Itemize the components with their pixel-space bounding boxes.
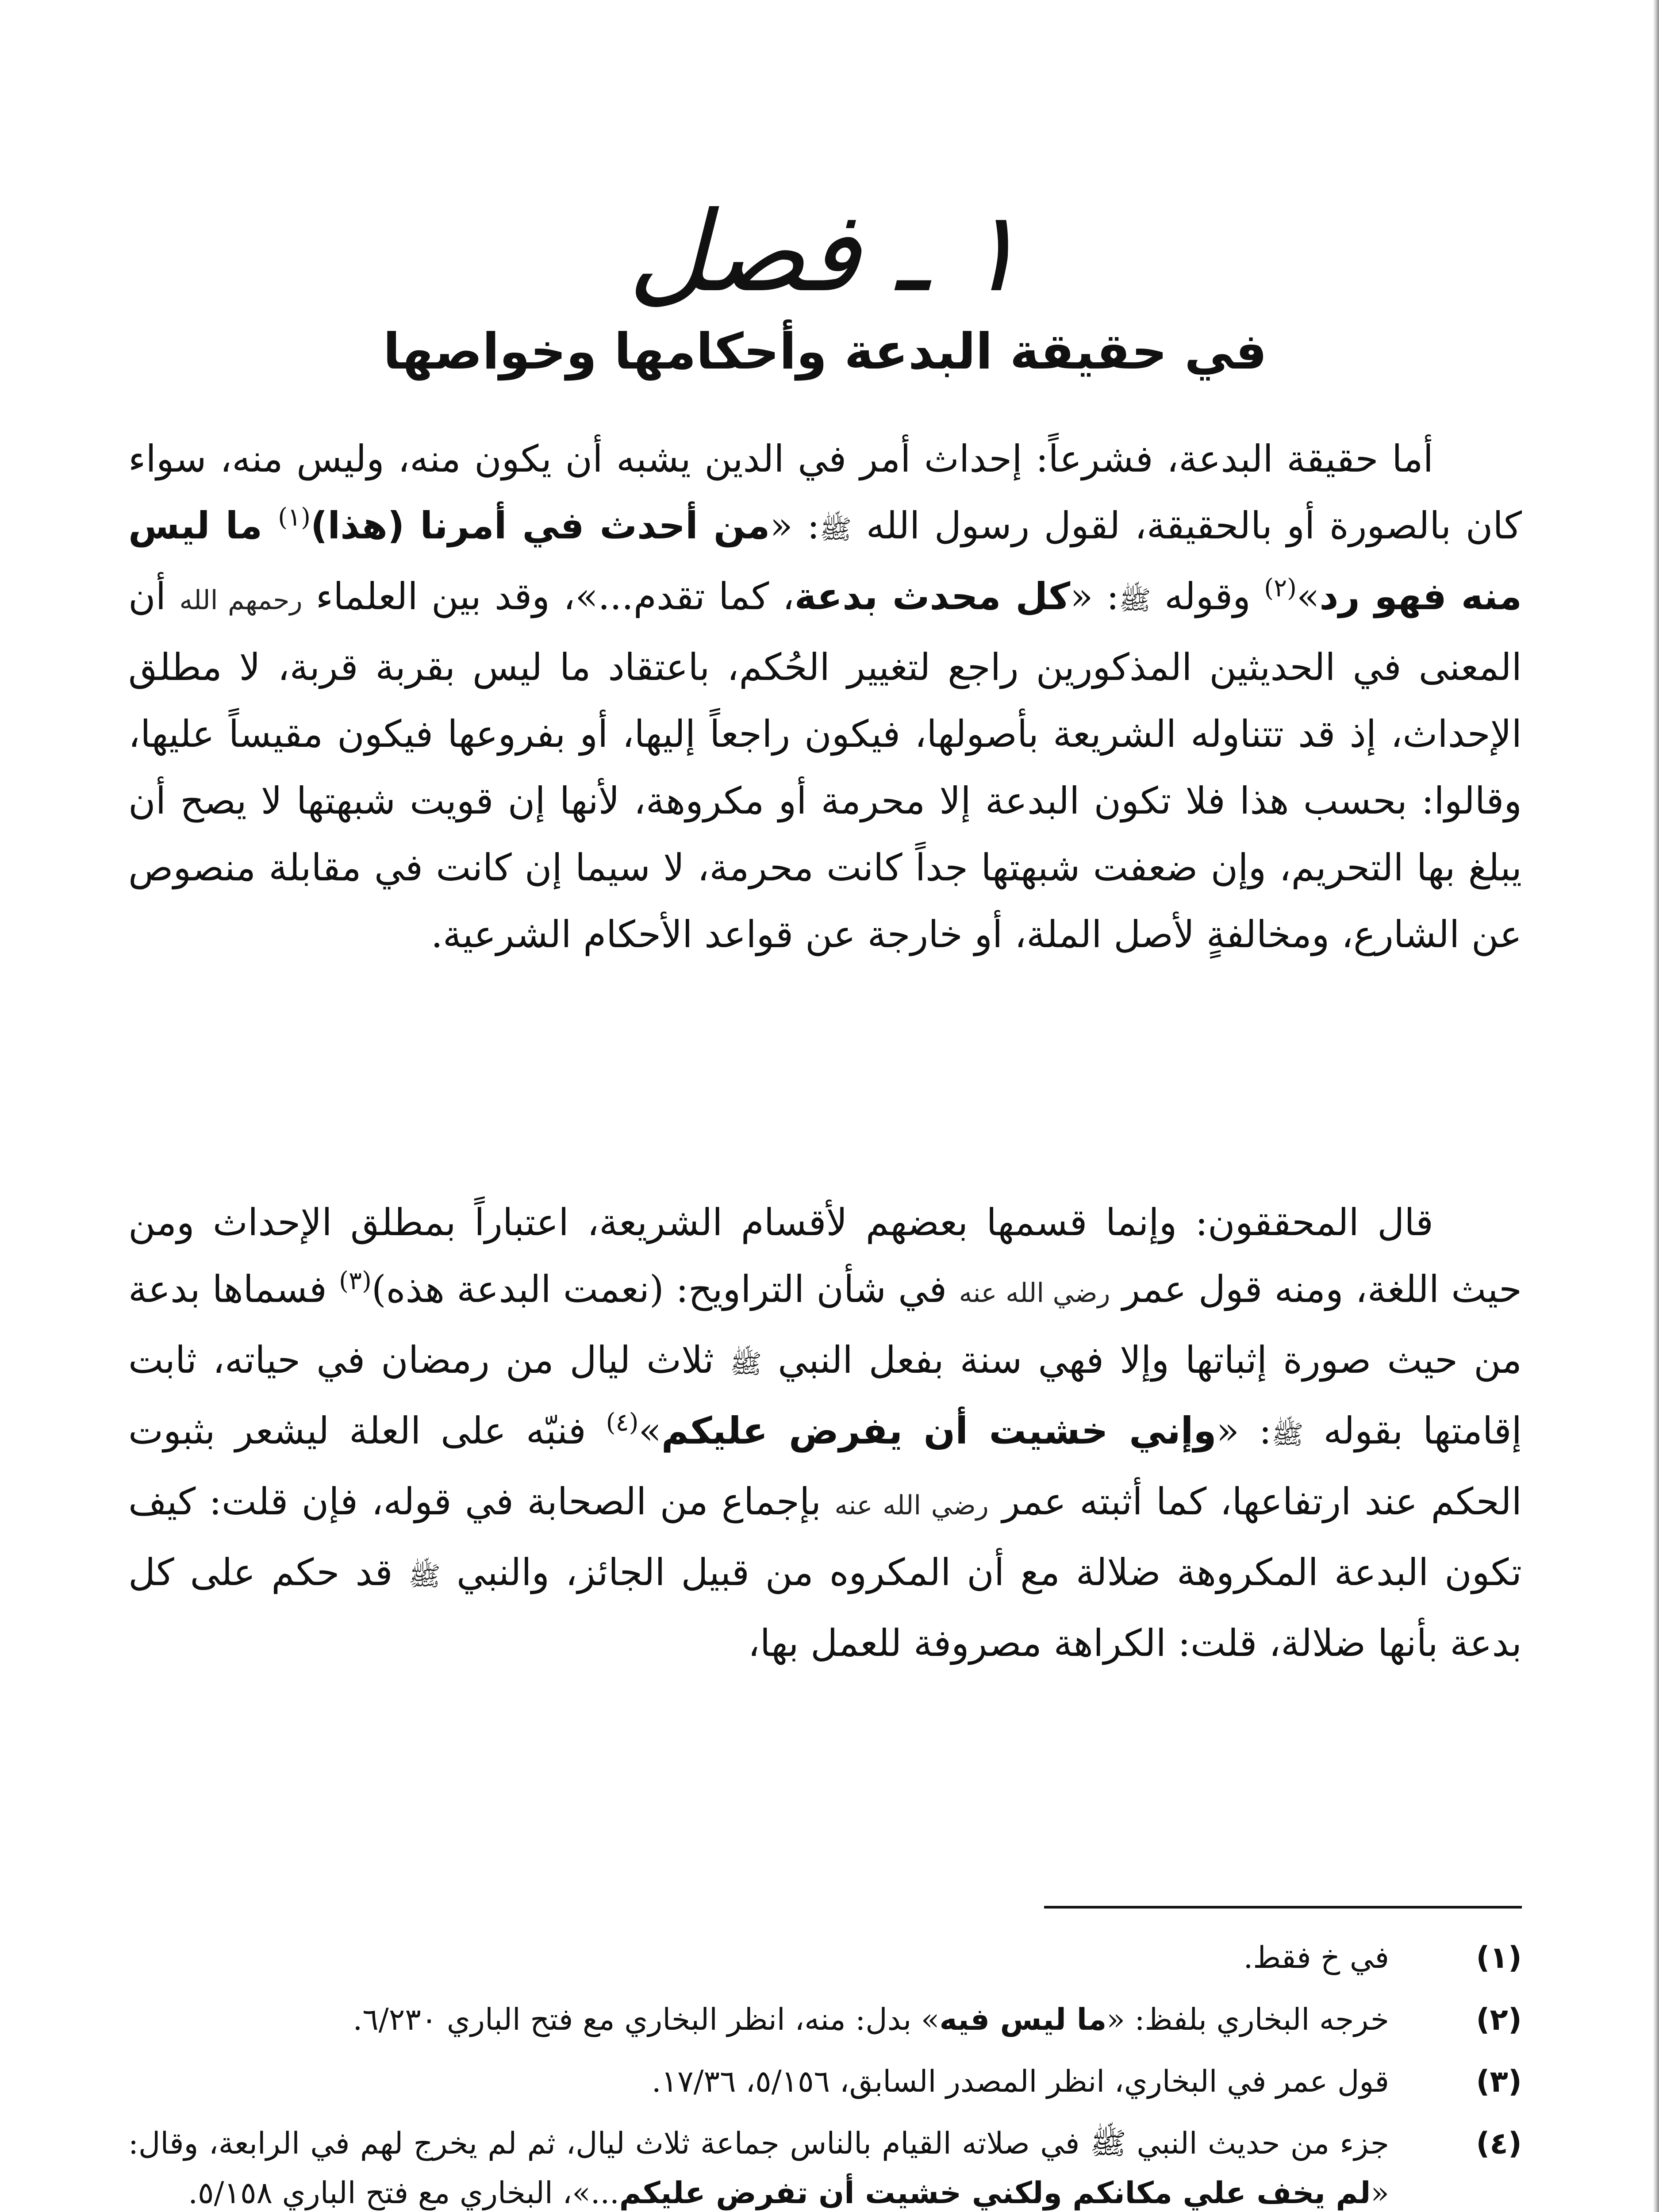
honorific-glyph: ﷺ (819, 514, 852, 545)
honorific-glyph: رضي الله عنه (834, 1490, 989, 1521)
hadith-quote: من أحدث في أمرنا (هذا) (310, 504, 770, 547)
paragraph-1 (128, 426, 1522, 968)
footnote-1 (128, 1933, 1522, 1983)
chapter-heading: ١ ـ فصل (627, 188, 1023, 316)
honorific-glyph: رحمهم الله (179, 585, 303, 616)
paragraph-1-text: أن المعنى في الحديثين المذكورين راجع لتغيير الحُكم، باعتقاد ما ليس بقربة قربة، لا مطلق الإحداث، إذ قد تتناوله الشريعة بأصولها، فيكون راجعاً إليها، أو بفروعها فيكون مقيساً عليها، وقالوا: بحسب هذا فلا تكون البدعة إلا محرمة أو مكروهة، لأنها إن قويت شبهتها لا يصح أن يبلغ بها التحريم، وإن ضعفت شبهتها جداً كانت محرمة، لا سيما إن كانت في مقابلة منصوص عن الشارع، ومخالفةٍ لأصل الملة، أو خارجة عن قواعد الأحكام الشرعية. (128, 575, 1522, 956)
paragraph-1-text: : « (770, 504, 820, 547)
paragraph-1-text: : « (1070, 575, 1119, 618)
footnote-ref[interactable]: (١) (278, 503, 311, 532)
footnote-text: خرجه البخاري بلفظ: « (1106, 2002, 1389, 2037)
book-page (128, 0, 1522, 2212)
footnote-ref[interactable]: (٤) (606, 1408, 639, 1437)
paragraph-1-text: وقوله (1164, 575, 1264, 618)
footnote-4 (128, 2119, 1522, 2212)
paragraph-2 (128, 1189, 1522, 1677)
paragraph-1-text: » (1297, 575, 1320, 618)
paragraph-2-text: فسماها بدعة من حيث صورة إثباتها وإلا فهي سنة بفعل النبي (128, 1267, 1522, 1382)
footnote-divider (1044, 1906, 1522, 1909)
footnote-3 (128, 2057, 1522, 2107)
paragraph-2-text: قال المحققون: وإنما قسمها بعضهم لأقسام الشريعة، اعتباراً بمطلق الإحداث ومن حيث اللغة، ومنه قول عمر (128, 1201, 1522, 1311)
footnote-quote: ما ليس فيه (939, 2002, 1107, 2037)
paragraph-1-text: أما حقيقة البدعة، فشرعاً: إحداث أمر في الدين يشبه أن يكون منه، وليس منه، سواء كان بالصورة أو بالحقيقة، لقول رسول الله (128, 437, 1522, 547)
honorific-glyph: ﷺ (730, 1348, 762, 1379)
footnote-number: (١) (1476, 1940, 1522, 1975)
footnote-text: » بدل: منه، انظر البخاري مع فتح الباري ٦/٢٣٠. (353, 2002, 940, 2037)
hadith-quote: ما ليس منه فهو رد (128, 504, 1522, 618)
paragraph-2-text: فنبّه على العلة ليشعر بثبوت الحكم عند ارتفاعها، كما أثبته عمر (128, 1409, 1522, 1523)
footnotes-list (128, 1933, 1522, 2212)
honorific-glyph: رضي الله عنه (959, 1278, 1110, 1309)
footnote-2 (128, 1995, 1522, 2045)
paragraph-2-text: قد حكم على كل بدعة بأنها ضلالة، قلت: الكراهة مصروفة للعمل بها، (128, 1551, 1522, 1665)
honorific-glyph: ﷺ (1271, 1419, 1304, 1450)
paragraph-2-text: ثلاث ليال من رمضان في حياته، ثابت إقامتها بقوله (128, 1338, 1522, 1452)
paragraph-2-text: » (638, 1409, 661, 1452)
footnote-ref[interactable]: (٣) (339, 1267, 372, 1295)
footnote-text: ...»، البخاري مع فتح الباري ٥/١٥٨. (188, 2176, 619, 2211)
hadith-quote: وإني خشيت أن يفرض عليكم (661, 1409, 1217, 1452)
hadith-quote: كل محدث بدعة (794, 575, 1071, 618)
paragraph-1-text: ، كما تقدم...»، وقد بين العلماء (315, 575, 795, 618)
paragraph-2-text: في شأن التراويح: (نعمت البدعة هذه) (371, 1267, 959, 1311)
footnote-quote: لم يخف علي مكانكم ولكني خشيت أن تفرض عليكم (619, 2176, 1371, 2211)
honorific-glyph: ﷺ (408, 1561, 441, 1592)
footnote-text: جزء من حديث النبي ﷺ في صلاته القيام بالناس جماعة ثلاث ليال، ثم لم يخرج لهم في الرابعة، وقال: « (128, 2126, 1389, 2211)
footnote-text: في خ فقط. (1243, 1940, 1389, 1975)
footnote-ref[interactable]: (٢) (1264, 574, 1297, 603)
section-title: في حقيقة البدعة وأحكامها وخواصها (383, 323, 1267, 380)
footnote-number: (٣) (1476, 2064, 1522, 2099)
page-edge-shadow (1653, 0, 1659, 2212)
paragraph-2-text: : « (1216, 1409, 1272, 1452)
footnote-number: (٢) (1476, 2002, 1522, 2037)
paragraph-2-text: بإجماع من الصحابة في قوله، فإن قلت: كيف تكون البدعة المكروهة ضلالة مع أن المكروه من قبيل الجائز، والنبي (128, 1480, 1522, 1594)
honorific-glyph: ﷺ (1119, 585, 1151, 616)
footnote-number: (٤) (1476, 2126, 1522, 2161)
footnote-text: قول عمر في البخاري، انظر المصدر السابق، ٥/١٥٦، ١٧/٣٦. (651, 2064, 1389, 2099)
